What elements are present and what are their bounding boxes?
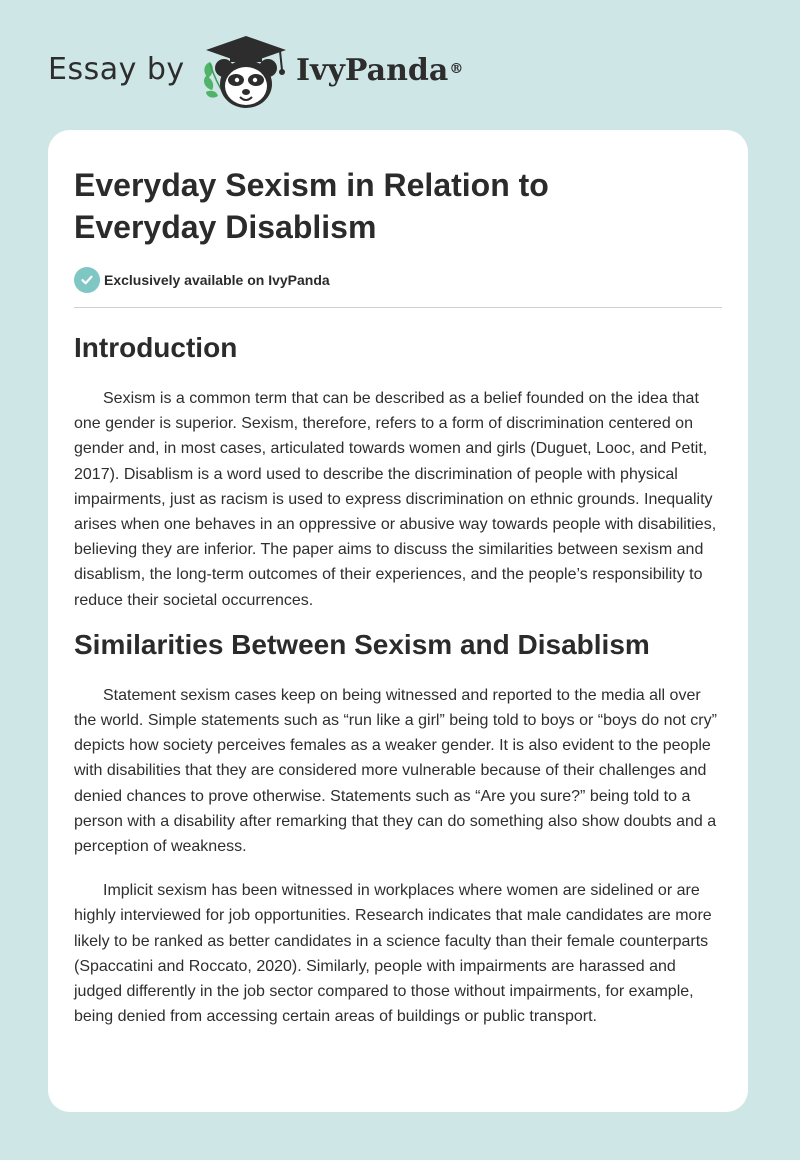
essay-card	[48, 130, 748, 1112]
ivypanda-logo-text[interactable]	[296, 52, 463, 90]
paragraph-similarities-2: Implicit sexism has been witnessed in workplaces where women are sidelined or are highly interviewed for job opportunities. Research indicates that male candidates are more likely to be ranked as better candidates in a science faculty than their female counterparts (Spaccatini and Roccato, 2020). Similarly, people with impairments are harassed and judged differently in the job sector compared to those without impairments, for example, being denied from accessing certain areas of buildings or public transport.	[74, 882, 712, 1026]
divider	[74, 307, 722, 308]
brand-name: IvyPanda	[296, 53, 449, 88]
exclusive-badge	[74, 266, 722, 294]
panda-graduate-icon[interactable]	[200, 34, 292, 110]
paragraph-similarities-1: Statement sexism cases keep on being witnessed and reported to the media all over the world. Simple statements such as “run like a girl” being told to boys or “boys do not cry” depicts how society perceives females as a weaker gender. It is also evident to the people with disabilities that they are considered more vulnerable because of their challenges and denied chances to prove otherwise. Statements such as “Are you sure?” being told to a person with a disability after remarking that they can do something also show doubts and a perception of weakness.	[74, 686, 717, 856]
site-header	[0, 0, 800, 130]
check-circle-icon	[74, 267, 100, 293]
essay-by-label: Essay by	[48, 52, 185, 87]
registered-mark: ®	[449, 61, 464, 77]
paragraph-introduction: Sexism is a common term that can be described as a belief founded on the idea that one gender is superior. Sexism, therefore, refers to a form of discrimination centered on gender and, in most cases, articulated towards women and girls (Duguet, Looc, and Petit, 2017). Disablism is a word used to describe the discrimination of people with physical impairments, just as racism is used to express discrimination on ethnic grounds. Inequality arises when one behaves in an oppressive or abusive way towards people with disabilities, believing they are inferior. The paper aims to discuss the similarities between sexism and disablism, the long-term outcomes of their experiences, and the people’s responsibility to reduce their societal occurrences.	[74, 390, 717, 609]
essay-title: Everyday Sexism in Relation to Everyday Disablism	[74, 167, 549, 245]
section-heading-similarities: Similarities Between Sexism and Disablism	[74, 628, 650, 660]
exclusive-label: Exclusively available on IvyPanda	[104, 272, 330, 288]
section-heading-introduction: Introduction	[74, 332, 238, 363]
